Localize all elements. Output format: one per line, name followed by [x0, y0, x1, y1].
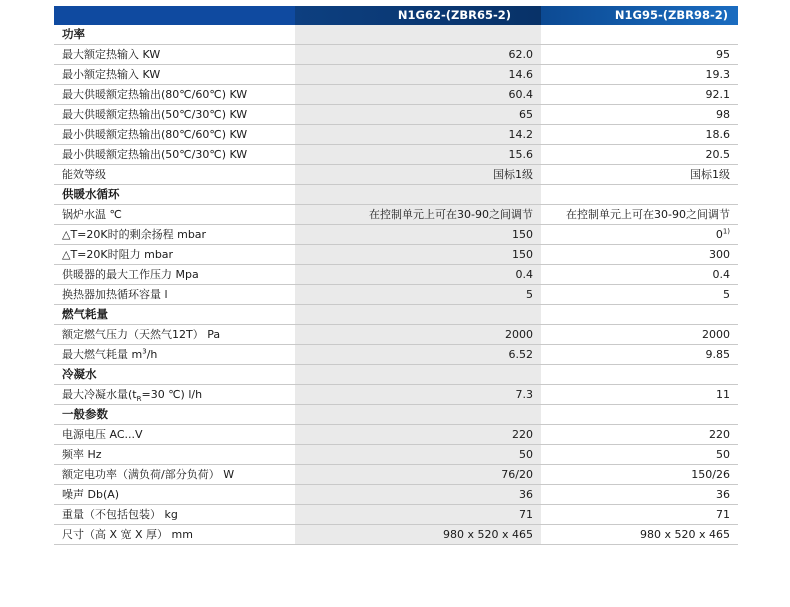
- value-model-b-cell: [541, 325, 738, 345]
- row-label: 换热器加热循环容量 l: [62, 288, 168, 301]
- spec-table: [54, 6, 738, 545]
- value-model-a: 5: [295, 285, 541, 305]
- value-model-b-cell: [541, 385, 738, 405]
- header-row: [54, 6, 738, 25]
- value-model-a: 14.6: [295, 65, 541, 85]
- value-model-b: 95: [716, 48, 730, 61]
- row-label-cell: [54, 465, 295, 485]
- row-label-cell: [54, 325, 295, 345]
- row-label-cell: [54, 245, 295, 265]
- row-label: 最小供暖额定热输出(50℃/30℃) KW: [62, 148, 248, 161]
- section-blank-a: [295, 185, 541, 205]
- row-label-superscript: 3: [142, 347, 147, 356]
- value-model-a: 36: [295, 485, 541, 505]
- row-label: 最小供暖额定热输出(80℃/60℃) KW: [62, 128, 248, 141]
- value-model-b: 300: [709, 248, 730, 261]
- section-header-row: [54, 25, 738, 45]
- section-blank-a: [295, 305, 541, 325]
- row-label: 锅炉水温 ℃: [62, 208, 122, 221]
- row-label: △T=20K时的剩余扬程 mbar: [62, 228, 207, 241]
- value-model-b: 在控制单元上可在30-90之间调节: [566, 208, 730, 221]
- table-row: [54, 485, 738, 505]
- section-title: 功率: [54, 25, 295, 45]
- row-label: 最大冷凝水量(t: [62, 388, 137, 401]
- value-model-b: 220: [709, 428, 730, 441]
- section-blank-b: [541, 305, 738, 325]
- value-model-a: 62.0: [295, 45, 541, 65]
- row-label: 最大额定热输入 KW: [62, 48, 161, 61]
- section-blank-a: [295, 405, 541, 425]
- section-header-row: [54, 405, 738, 425]
- value-model-a: 150: [295, 245, 541, 265]
- value-model-b-cell: [541, 485, 738, 505]
- row-label-cell: [54, 425, 295, 445]
- row-label: 最小额定热输入 KW: [62, 68, 161, 81]
- value-model-b: 19.3: [705, 68, 730, 81]
- row-label-cell: [54, 505, 295, 525]
- value-model-a: 50: [295, 445, 541, 465]
- row-label: 额定电功率（满负荷/部分负荷） W: [62, 468, 235, 481]
- value-model-a: 76/20: [295, 465, 541, 485]
- table-body: [54, 25, 738, 545]
- row-label: 最大燃气耗量 m: [62, 348, 143, 361]
- value-model-b-cell: [541, 505, 738, 525]
- row-label-tail: /h: [146, 348, 158, 361]
- row-label-cell: [54, 85, 295, 105]
- value-model-a: 71: [295, 505, 541, 525]
- value-model-b-cell: [541, 345, 738, 365]
- section-header-row: [54, 365, 738, 385]
- value-model-b-cell: [541, 245, 738, 265]
- table-row: [54, 425, 738, 445]
- table-row: [54, 205, 738, 225]
- row-label-cell: [54, 205, 295, 225]
- table-row: [54, 325, 738, 345]
- value-model-b-cell: [541, 445, 738, 465]
- table-row: [54, 265, 738, 285]
- section-title: 一般参数: [54, 405, 295, 425]
- value-model-a: 0.4: [295, 265, 541, 285]
- value-model-b: 150/26: [691, 468, 730, 481]
- value-model-b: 18.6: [705, 128, 730, 141]
- header-blank-cell: [54, 6, 295, 25]
- row-label: 噪声 Db(A): [62, 488, 120, 501]
- row-label: 尺寸（高 X 宽 X 厚） mm: [62, 528, 193, 541]
- value-model-a: 6.52: [295, 345, 541, 365]
- row-label-cell: [54, 165, 295, 185]
- value-model-b: 20.5: [705, 148, 730, 161]
- header-model-a: N1G62-(ZBR65-2): [295, 6, 541, 25]
- row-label-cell: [54, 265, 295, 285]
- row-label-cell: [54, 445, 295, 465]
- value-model-b: 98: [716, 108, 730, 121]
- value-model-b: 国标1级: [690, 168, 730, 181]
- table-row: [54, 285, 738, 305]
- row-label: 最大供暖额定热输出(50℃/30℃) KW: [62, 108, 248, 121]
- table-row: [54, 165, 738, 185]
- section-blank-b: [541, 25, 738, 45]
- section-blank-b: [541, 365, 738, 385]
- row-label: 供暖器的最大工作压力 Mpa: [62, 268, 199, 281]
- table-row: [54, 225, 738, 245]
- value-model-b-cell: [541, 145, 738, 165]
- row-label-cell: [54, 65, 295, 85]
- row-label-cell: [54, 125, 295, 145]
- value-model-a: 2000: [295, 325, 541, 345]
- row-label-cell: [54, 525, 295, 545]
- table-row: [54, 145, 738, 165]
- row-label: 频率 Hz: [62, 448, 102, 461]
- value-model-b-cell: [541, 165, 738, 185]
- value-model-b-cell: [541, 265, 738, 285]
- section-header-row: [54, 305, 738, 325]
- table-row: [54, 245, 738, 265]
- value-model-a: 60.4: [295, 85, 541, 105]
- footnote-marker: 1): [722, 227, 730, 236]
- row-label-cell: [54, 285, 295, 305]
- value-model-a: 国标1级: [295, 165, 541, 185]
- table-row: [54, 45, 738, 65]
- value-model-b-cell: [541, 425, 738, 445]
- section-blank-a: [295, 365, 541, 385]
- row-label: 电源电压 AC...V: [62, 428, 143, 441]
- value-model-b-cell: [541, 225, 738, 245]
- row-label: 额定燃气压力（天然气12T） Pa: [62, 328, 221, 341]
- value-model-b: 2000: [702, 328, 730, 341]
- value-model-b: 5: [723, 288, 730, 301]
- table-row: [54, 105, 738, 125]
- value-model-a: 14.2: [295, 125, 541, 145]
- value-model-b-cell: [541, 125, 738, 145]
- value-model-b-cell: [541, 45, 738, 65]
- value-model-b: 9.85: [705, 348, 730, 361]
- row-label-tail: =30 ℃) l/h: [141, 388, 203, 401]
- section-header-row: [54, 185, 738, 205]
- table-row: [54, 345, 738, 365]
- value-model-b: 0: [715, 228, 723, 241]
- value-model-a: 150: [295, 225, 541, 245]
- value-model-b-cell: [541, 205, 738, 225]
- value-model-b: 92.1: [705, 88, 730, 101]
- value-model-b-cell: [541, 465, 738, 485]
- row-label-cell: [54, 45, 295, 65]
- table-row: [54, 445, 738, 465]
- row-label-cell: [54, 485, 295, 505]
- row-label: 最大供暖额定热输出(80℃/60℃) KW: [62, 88, 248, 101]
- table-row: [54, 385, 738, 405]
- row-label-cell: [54, 225, 295, 245]
- row-label-cell: [54, 345, 295, 365]
- value-model-b-cell: [541, 285, 738, 305]
- value-model-a: 在控制单元上可在30-90之间调节: [295, 205, 541, 225]
- value-model-a: 220: [295, 425, 541, 445]
- row-label-cell: [54, 145, 295, 165]
- table-row: [54, 505, 738, 525]
- section-blank-b: [541, 185, 738, 205]
- row-label-cell: [54, 385, 295, 405]
- row-label: 重量（不包括包装） kg: [62, 508, 178, 521]
- value-model-b-cell: [541, 105, 738, 125]
- section-title: 燃气耗量: [54, 305, 295, 325]
- value-model-b-cell: [541, 85, 738, 105]
- value-model-b-cell: [541, 65, 738, 85]
- section-title: 供暖水循环: [54, 185, 295, 205]
- section-blank-a: [295, 25, 541, 45]
- header-model-b: N1G95-(ZBR98-2): [541, 6, 738, 25]
- table-row: [54, 125, 738, 145]
- value-model-b: 980 x 520 x 465: [640, 528, 730, 541]
- value-model-a: 65: [295, 105, 541, 125]
- value-model-b: 36: [716, 488, 730, 501]
- value-model-b: 11: [716, 388, 730, 401]
- row-label: △T=20K时阻力 mbar: [62, 248, 174, 261]
- section-blank-b: [541, 405, 738, 425]
- value-model-a: 7.3: [295, 385, 541, 405]
- table-row: [54, 65, 738, 85]
- row-label-cell: [54, 105, 295, 125]
- value-model-a: 980 x 520 x 465: [295, 525, 541, 545]
- value-model-b: 71: [716, 508, 730, 521]
- table-header: [54, 6, 738, 25]
- row-label: 能效等级: [62, 168, 106, 181]
- table-row: [54, 525, 738, 545]
- value-model-b: 50: [716, 448, 730, 461]
- row-label-subscript: R: [136, 395, 142, 404]
- table-row: [54, 85, 738, 105]
- value-model-a: 15.6: [295, 145, 541, 165]
- value-model-b-cell: [541, 525, 738, 545]
- table-row: [54, 465, 738, 485]
- section-title: 冷凝水: [54, 365, 295, 385]
- value-model-b: 0.4: [712, 268, 730, 281]
